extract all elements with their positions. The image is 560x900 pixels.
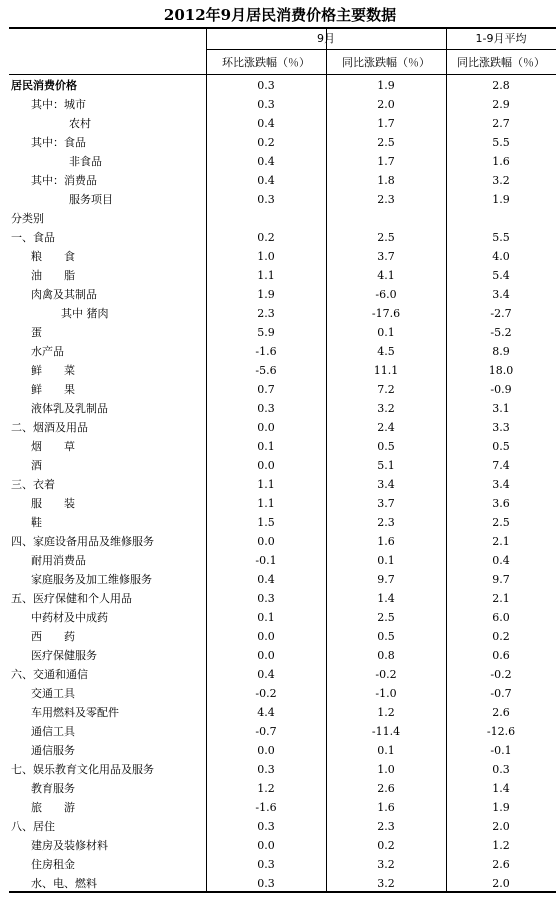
table-row — [9, 304, 556, 323]
table-row — [9, 171, 556, 190]
row-label: 非食品 — [69, 155, 102, 168]
cell-avg-yoy: 3.1 — [492, 402, 510, 415]
cell-avg-yoy: 3.6 — [492, 497, 510, 510]
cell-mom: 0.3 — [257, 763, 275, 776]
cell-mom: 1.1 — [257, 269, 275, 282]
cell-avg-yoy: 3.4 — [492, 288, 510, 301]
row-label: 液体乳及乳制品 — [31, 402, 108, 415]
cell-mom: 0.4 — [257, 117, 275, 130]
table-row — [9, 646, 556, 665]
cell-yoy: 0.1 — [377, 744, 395, 757]
row-label: 服务项目 — [69, 193, 113, 206]
cell-avg-yoy: -5.2 — [490, 326, 512, 339]
cell-mom: -0.1 — [255, 554, 277, 567]
cell-avg-yoy: 0.2 — [492, 630, 510, 643]
row-label: 鲜 果 — [31, 383, 75, 396]
cell-avg-yoy: 2.6 — [492, 706, 510, 719]
cell-avg-yoy: 5.5 — [492, 136, 510, 149]
cell-mom: 1.1 — [257, 497, 275, 510]
row-label: 医疗保健服务 — [31, 649, 97, 662]
cell-yoy: -17.6 — [371, 307, 401, 320]
row-label: 七、娱乐教育文化用品及服务 — [11, 763, 154, 776]
header-group-avg: 1-9月平均 — [475, 32, 527, 45]
cell-mom: 0.3 — [257, 402, 275, 415]
cell-mom: 0.3 — [257, 193, 275, 206]
cell-yoy: 2.3 — [377, 193, 395, 206]
table-row — [9, 209, 556, 228]
cell-avg-yoy: 2.5 — [492, 516, 510, 529]
row-label: 五、医疗保健和个人用品 — [11, 592, 132, 605]
table-row — [9, 190, 556, 209]
cell-mom: 0.4 — [257, 573, 275, 586]
cell-yoy: 0.8 — [377, 649, 395, 662]
row-label: 二、烟酒及用品 — [11, 421, 88, 434]
cell-avg-yoy: 2.1 — [492, 592, 510, 605]
header-bottom-line — [9, 74, 556, 75]
row-label: 教育服务 — [31, 782, 75, 795]
cell-yoy: 4.5 — [377, 345, 395, 358]
cell-mom: 0.3 — [257, 79, 275, 92]
cell-mom: 0.0 — [257, 630, 275, 643]
cell-avg-yoy: 4.0 — [492, 250, 510, 263]
cell-mom: 0.3 — [257, 592, 275, 605]
cell-yoy: 3.4 — [377, 478, 395, 491]
table-row — [9, 95, 556, 114]
table-row — [9, 570, 556, 589]
table-row — [9, 285, 556, 304]
cell-yoy: 11.1 — [373, 364, 399, 377]
cell-yoy: 9.7 — [377, 573, 395, 586]
row-label: 西 药 — [31, 630, 75, 643]
row-label: 水产品 — [31, 345, 64, 358]
table-row — [9, 152, 556, 171]
table-row — [9, 589, 556, 608]
cell-mom: 0.0 — [257, 649, 275, 662]
row-label: 一、食品 — [11, 231, 55, 244]
row-label: 农村 — [69, 117, 91, 130]
cell-yoy: -6.0 — [375, 288, 397, 301]
cell-avg-yoy: 0.5 — [492, 440, 510, 453]
cell-yoy: 2.5 — [377, 136, 395, 149]
table-row — [9, 551, 556, 570]
cell-mom: 0.2 — [257, 231, 275, 244]
cell-mom: 0.0 — [257, 535, 275, 548]
cell-mom: 4.4 — [257, 706, 275, 719]
cell-mom: -5.6 — [255, 364, 277, 377]
cell-avg-yoy: 0.6 — [492, 649, 510, 662]
row-label: 交通工具 — [31, 687, 75, 700]
cell-mom: 1.5 — [257, 516, 275, 529]
row-label: 水、电、燃料 — [31, 877, 97, 890]
header-col-mom: 环比涨跌幅（％） — [222, 56, 310, 69]
cell-yoy: 1.2 — [377, 706, 395, 719]
table-row — [9, 760, 556, 779]
cell-mom: 0.4 — [257, 174, 275, 187]
row-label: 油 脂 — [31, 269, 75, 282]
cell-yoy: 2.5 — [377, 231, 395, 244]
table-row — [9, 456, 556, 475]
table-row — [9, 399, 556, 418]
cell-yoy: 3.7 — [377, 497, 395, 510]
cell-avg-yoy: -0.7 — [490, 687, 512, 700]
cell-mom: 0.1 — [257, 440, 275, 453]
cell-yoy: 2.3 — [377, 820, 395, 833]
header-group-month: 9月 — [317, 32, 335, 45]
cell-avg-yoy: 1.6 — [492, 155, 510, 168]
table-row — [9, 722, 556, 741]
table-row — [9, 380, 556, 399]
row-label: 家庭服务及加工维修服务 — [31, 573, 152, 586]
cell-avg-yoy: 3.3 — [492, 421, 510, 434]
cell-avg-yoy: -2.7 — [490, 307, 512, 320]
row-label: 旅 游 — [31, 801, 75, 814]
cell-avg-yoy: 2.0 — [492, 820, 510, 833]
cell-mom: 0.0 — [257, 459, 275, 472]
cell-mom: 0.1 — [257, 611, 275, 624]
row-label: 鲜 菜 — [31, 364, 75, 377]
cpi-table — [9, 27, 556, 893]
row-label: 住房租金 — [31, 858, 75, 871]
row-label: 肉禽及其制品 — [31, 288, 97, 301]
cell-yoy: 0.5 — [377, 440, 395, 453]
cell-yoy: 5.1 — [377, 459, 395, 472]
cell-mom: 2.3 — [257, 307, 275, 320]
table-row — [9, 418, 556, 437]
row-label: 酒 — [31, 459, 42, 472]
cell-yoy: 1.6 — [377, 535, 395, 548]
row-label: 分类别 — [11, 212, 44, 225]
table-row — [9, 133, 556, 152]
cell-avg-yoy: 2.1 — [492, 535, 510, 548]
cell-yoy: 1.0 — [377, 763, 395, 776]
cell-yoy: 0.2 — [377, 839, 395, 852]
row-label: 通信服务 — [31, 744, 75, 757]
table-title: 2012年9月居民消费价格主要数据 — [163, 6, 397, 24]
table-row — [9, 741, 556, 760]
cell-avg-yoy: 2.0 — [492, 877, 510, 890]
table-row — [9, 76, 556, 95]
table-row — [9, 855, 556, 874]
cell-avg-yoy: -12.6 — [486, 725, 516, 738]
row-label: 粮 食 — [31, 250, 75, 263]
cell-mom: -0.2 — [255, 687, 277, 700]
cell-avg-yoy: 3.4 — [492, 478, 510, 491]
cell-yoy: 2.6 — [377, 782, 395, 795]
cell-avg-yoy: 1.9 — [492, 801, 510, 814]
header-col-yoy: 同比涨跌幅（％） — [342, 56, 430, 69]
table-row — [9, 323, 556, 342]
table-row — [9, 513, 556, 532]
row-label: 其中：城市 — [31, 98, 86, 111]
cell-avg-yoy: 18.0 — [488, 364, 514, 377]
cell-yoy: -0.2 — [375, 668, 397, 681]
table-row — [9, 475, 556, 494]
cell-yoy: 1.7 — [377, 117, 395, 130]
cell-avg-yoy: 7.4 — [492, 459, 510, 472]
cell-yoy: 2.5 — [377, 611, 395, 624]
cell-yoy: 1.6 — [377, 801, 395, 814]
cell-mom: 0.7 — [257, 383, 275, 396]
cell-mom: 0.4 — [257, 668, 275, 681]
row-label: 烟 草 — [31, 440, 75, 453]
cell-mom: 0.3 — [257, 858, 275, 871]
table-row — [9, 874, 556, 893]
row-label: 四、家庭设备用品及维修服务 — [11, 535, 154, 548]
cell-yoy: 7.2 — [377, 383, 395, 396]
cell-yoy: 3.2 — [377, 877, 395, 890]
header-col-avg-yoy: 同比涨跌幅（％） — [457, 56, 545, 69]
cell-yoy: 3.7 — [377, 250, 395, 263]
cell-yoy: 4.1 — [377, 269, 395, 282]
cell-mom: 0.2 — [257, 136, 275, 149]
row-label: 其中：消费品 — [31, 174, 97, 187]
cell-mom: 0.0 — [257, 421, 275, 434]
row-label: 其中：食品 — [31, 136, 86, 149]
cell-mom: 5.9 — [257, 326, 275, 339]
cell-avg-yoy: 8.9 — [492, 345, 510, 358]
cell-yoy: 1.4 — [377, 592, 395, 605]
cell-avg-yoy: 2.9 — [492, 98, 510, 111]
cell-avg-yoy: 2.7 — [492, 117, 510, 130]
cell-mom: -0.7 — [255, 725, 277, 738]
cell-yoy: 0.5 — [377, 630, 395, 643]
table-row — [9, 361, 556, 380]
cell-avg-yoy: 1.9 — [492, 193, 510, 206]
row-label: 其中 猪肉 — [61, 307, 109, 320]
table-row — [9, 266, 556, 285]
table-row — [9, 494, 556, 513]
cell-yoy: -11.4 — [371, 725, 401, 738]
cell-avg-yoy: 1.2 — [492, 839, 510, 852]
cell-mom: 1.9 — [257, 288, 275, 301]
cell-avg-yoy: 2.6 — [492, 858, 510, 871]
cell-mom: -1.6 — [255, 801, 277, 814]
row-label: 通信工具 — [31, 725, 75, 738]
cell-avg-yoy: -0.1 — [490, 744, 512, 757]
table-row — [9, 532, 556, 551]
table-row — [9, 703, 556, 722]
cell-yoy: -1.0 — [375, 687, 397, 700]
cell-mom: 0.4 — [257, 155, 275, 168]
row-label: 建房及装修材料 — [31, 839, 108, 852]
cell-avg-yoy: 1.4 — [492, 782, 510, 795]
cell-yoy: 0.1 — [377, 326, 395, 339]
cell-avg-yoy: -0.9 — [490, 383, 512, 396]
table-row — [9, 798, 556, 817]
table-row — [9, 665, 556, 684]
table-row — [9, 608, 556, 627]
row-label: 中药材及中成药 — [31, 611, 108, 624]
cell-yoy: 3.2 — [377, 858, 395, 871]
cell-avg-yoy: 0.3 — [492, 763, 510, 776]
table-row — [9, 836, 556, 855]
table-row — [9, 684, 556, 703]
row-label: 六、交通和通信 — [11, 668, 88, 681]
header-divider — [206, 49, 556, 50]
cell-avg-yoy: 9.7 — [492, 573, 510, 586]
cell-mom: 0.0 — [257, 839, 275, 852]
row-label: 服 装 — [31, 497, 75, 510]
cell-mom: -1.6 — [255, 345, 277, 358]
cell-avg-yoy: 5.4 — [492, 269, 510, 282]
cell-avg-yoy: -0.2 — [490, 668, 512, 681]
cell-yoy: 3.2 — [377, 402, 395, 415]
row-label: 车用燃料及零配件 — [31, 706, 119, 719]
table-row — [9, 817, 556, 836]
cell-mom: 0.3 — [257, 820, 275, 833]
cell-yoy: 2.0 — [377, 98, 395, 111]
table-row — [9, 779, 556, 798]
row-label: 蛋 — [31, 326, 42, 339]
cell-yoy: 2.4 — [377, 421, 395, 434]
cell-mom: 1.2 — [257, 782, 275, 795]
cell-yoy: 1.7 — [377, 155, 395, 168]
cell-mom: 1.0 — [257, 250, 275, 263]
cell-yoy: 1.9 — [377, 79, 395, 92]
cell-avg-yoy: 6.0 — [492, 611, 510, 624]
row-label: 八、居住 — [11, 820, 55, 833]
row-label: 耐用消费品 — [31, 554, 86, 567]
cell-mom: 1.1 — [257, 478, 275, 491]
table-row — [9, 627, 556, 646]
table-row — [9, 228, 556, 247]
cell-yoy: 1.8 — [377, 174, 395, 187]
cell-mom: 0.0 — [257, 744, 275, 757]
cell-yoy: 2.3 — [377, 516, 395, 529]
table-row — [9, 247, 556, 266]
table-row — [9, 114, 556, 133]
table-row — [9, 342, 556, 361]
cell-avg-yoy: 0.4 — [492, 554, 510, 567]
cell-mom: 0.3 — [257, 98, 275, 111]
cell-avg-yoy: 3.2 — [492, 174, 510, 187]
cell-yoy: 0.1 — [377, 554, 395, 567]
row-label: 三、衣着 — [11, 478, 55, 491]
cell-avg-yoy: 2.8 — [492, 79, 510, 92]
table-row — [9, 437, 556, 456]
cell-mom: 0.3 — [257, 877, 275, 890]
row-label: 居民消费价格 — [11, 79, 77, 92]
cell-avg-yoy: 5.5 — [492, 231, 510, 244]
row-label: 鞋 — [31, 516, 42, 529]
